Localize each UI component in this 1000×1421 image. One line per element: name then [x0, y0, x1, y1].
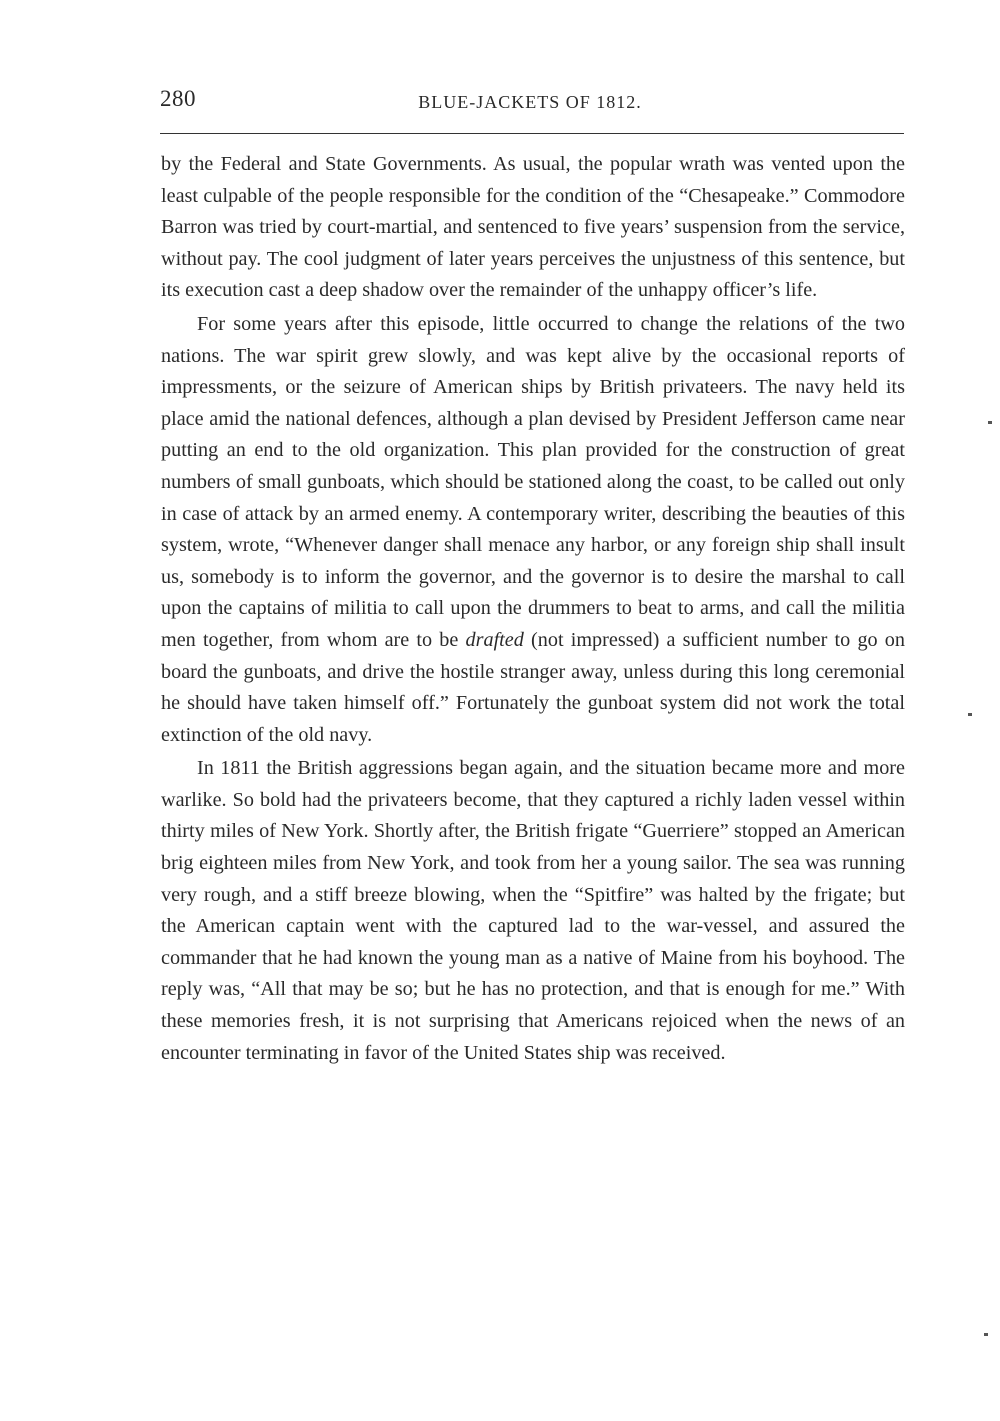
paragraph-2-text-a: For some years after this episode, little occurred to change the relations of the two nations. The war spirit grew slowly, and was kept alive by the occasional reports of impressments, or the seizure of American ships by British privateers. The navy held its place amid the national defences, although a plan devised by President Jefferson came near putting an end to the old organization. This plan provided for the construction of great numbers of small gunboats, which should be stationed along the coast, to be called out only in case of attack by an armed enemy. A contemporary writer, describing the beauties of this system, wrote, “Whenever danger shall menace any harbor, or any foreign ship shall insult us, somebody is to inform the governor, and the governor is to desire the marshal to call upon the captains of militia to call upon the drummers to beat to arms, and call the militia men together, from whom are to be [161, 312, 905, 651]
paragraph-3: In 1811 the British aggressions began again, and the situation became more and more warlike. So bold had the privateers become, that they captured a richly laden vessel within thirty miles of New York. Shortly after, the British frigate “Guerriere” stopped an American brig eighteen miles from New York, and took from her a young sailor. The sea was running very rough, and a stiff breeze blowing, when the “Spitfire” was halted by the frigate; but the American captain went with the captured lad to the war-vessel, and assured the commander that he had known the young man as a native of Maine from his boyhood. The reply was, “All that may be so; but he has no protection, and that is enough for me.” With these memories fresh, it is not surprising that Americans rejoiced when the news of an encounter terminating in favor of the United States ship was received. [161, 757, 905, 1064]
margin-speck [984, 1333, 988, 1336]
paragraph-2 [161, 309, 905, 751]
margin-speck [988, 421, 992, 424]
italic-word: drafted [465, 628, 524, 651]
header-rule [160, 133, 904, 134]
margin-speck [968, 713, 972, 716]
paragraph-2-text-b: (not impressed) a sufficient number to go on board the gunboats, and drive the hostile stranger away, unless during this long ceremonial he should have taken himself off.” Fortunately the gunboat system did not work the total extinction of the old navy. [161, 628, 905, 746]
running-title: BLUE-JACKETS OF 1812. [418, 92, 642, 112]
body-text [161, 149, 905, 1069]
page-number: 280 [160, 86, 196, 111]
paragraph-1: by the Federal and State Governments. As usual, the popular wrath was vented upon the least culpable of the people responsible for the condition of the “Chesapeake.” Commodore Barron was tried by court-martial, and sentenced to five years’ suspension from the service, without pay. The cool judgment of later years perceives the unjustness of this sentence, but its execution cast a deep shadow over the remainder of the unhappy officer’s life. [161, 153, 905, 302]
